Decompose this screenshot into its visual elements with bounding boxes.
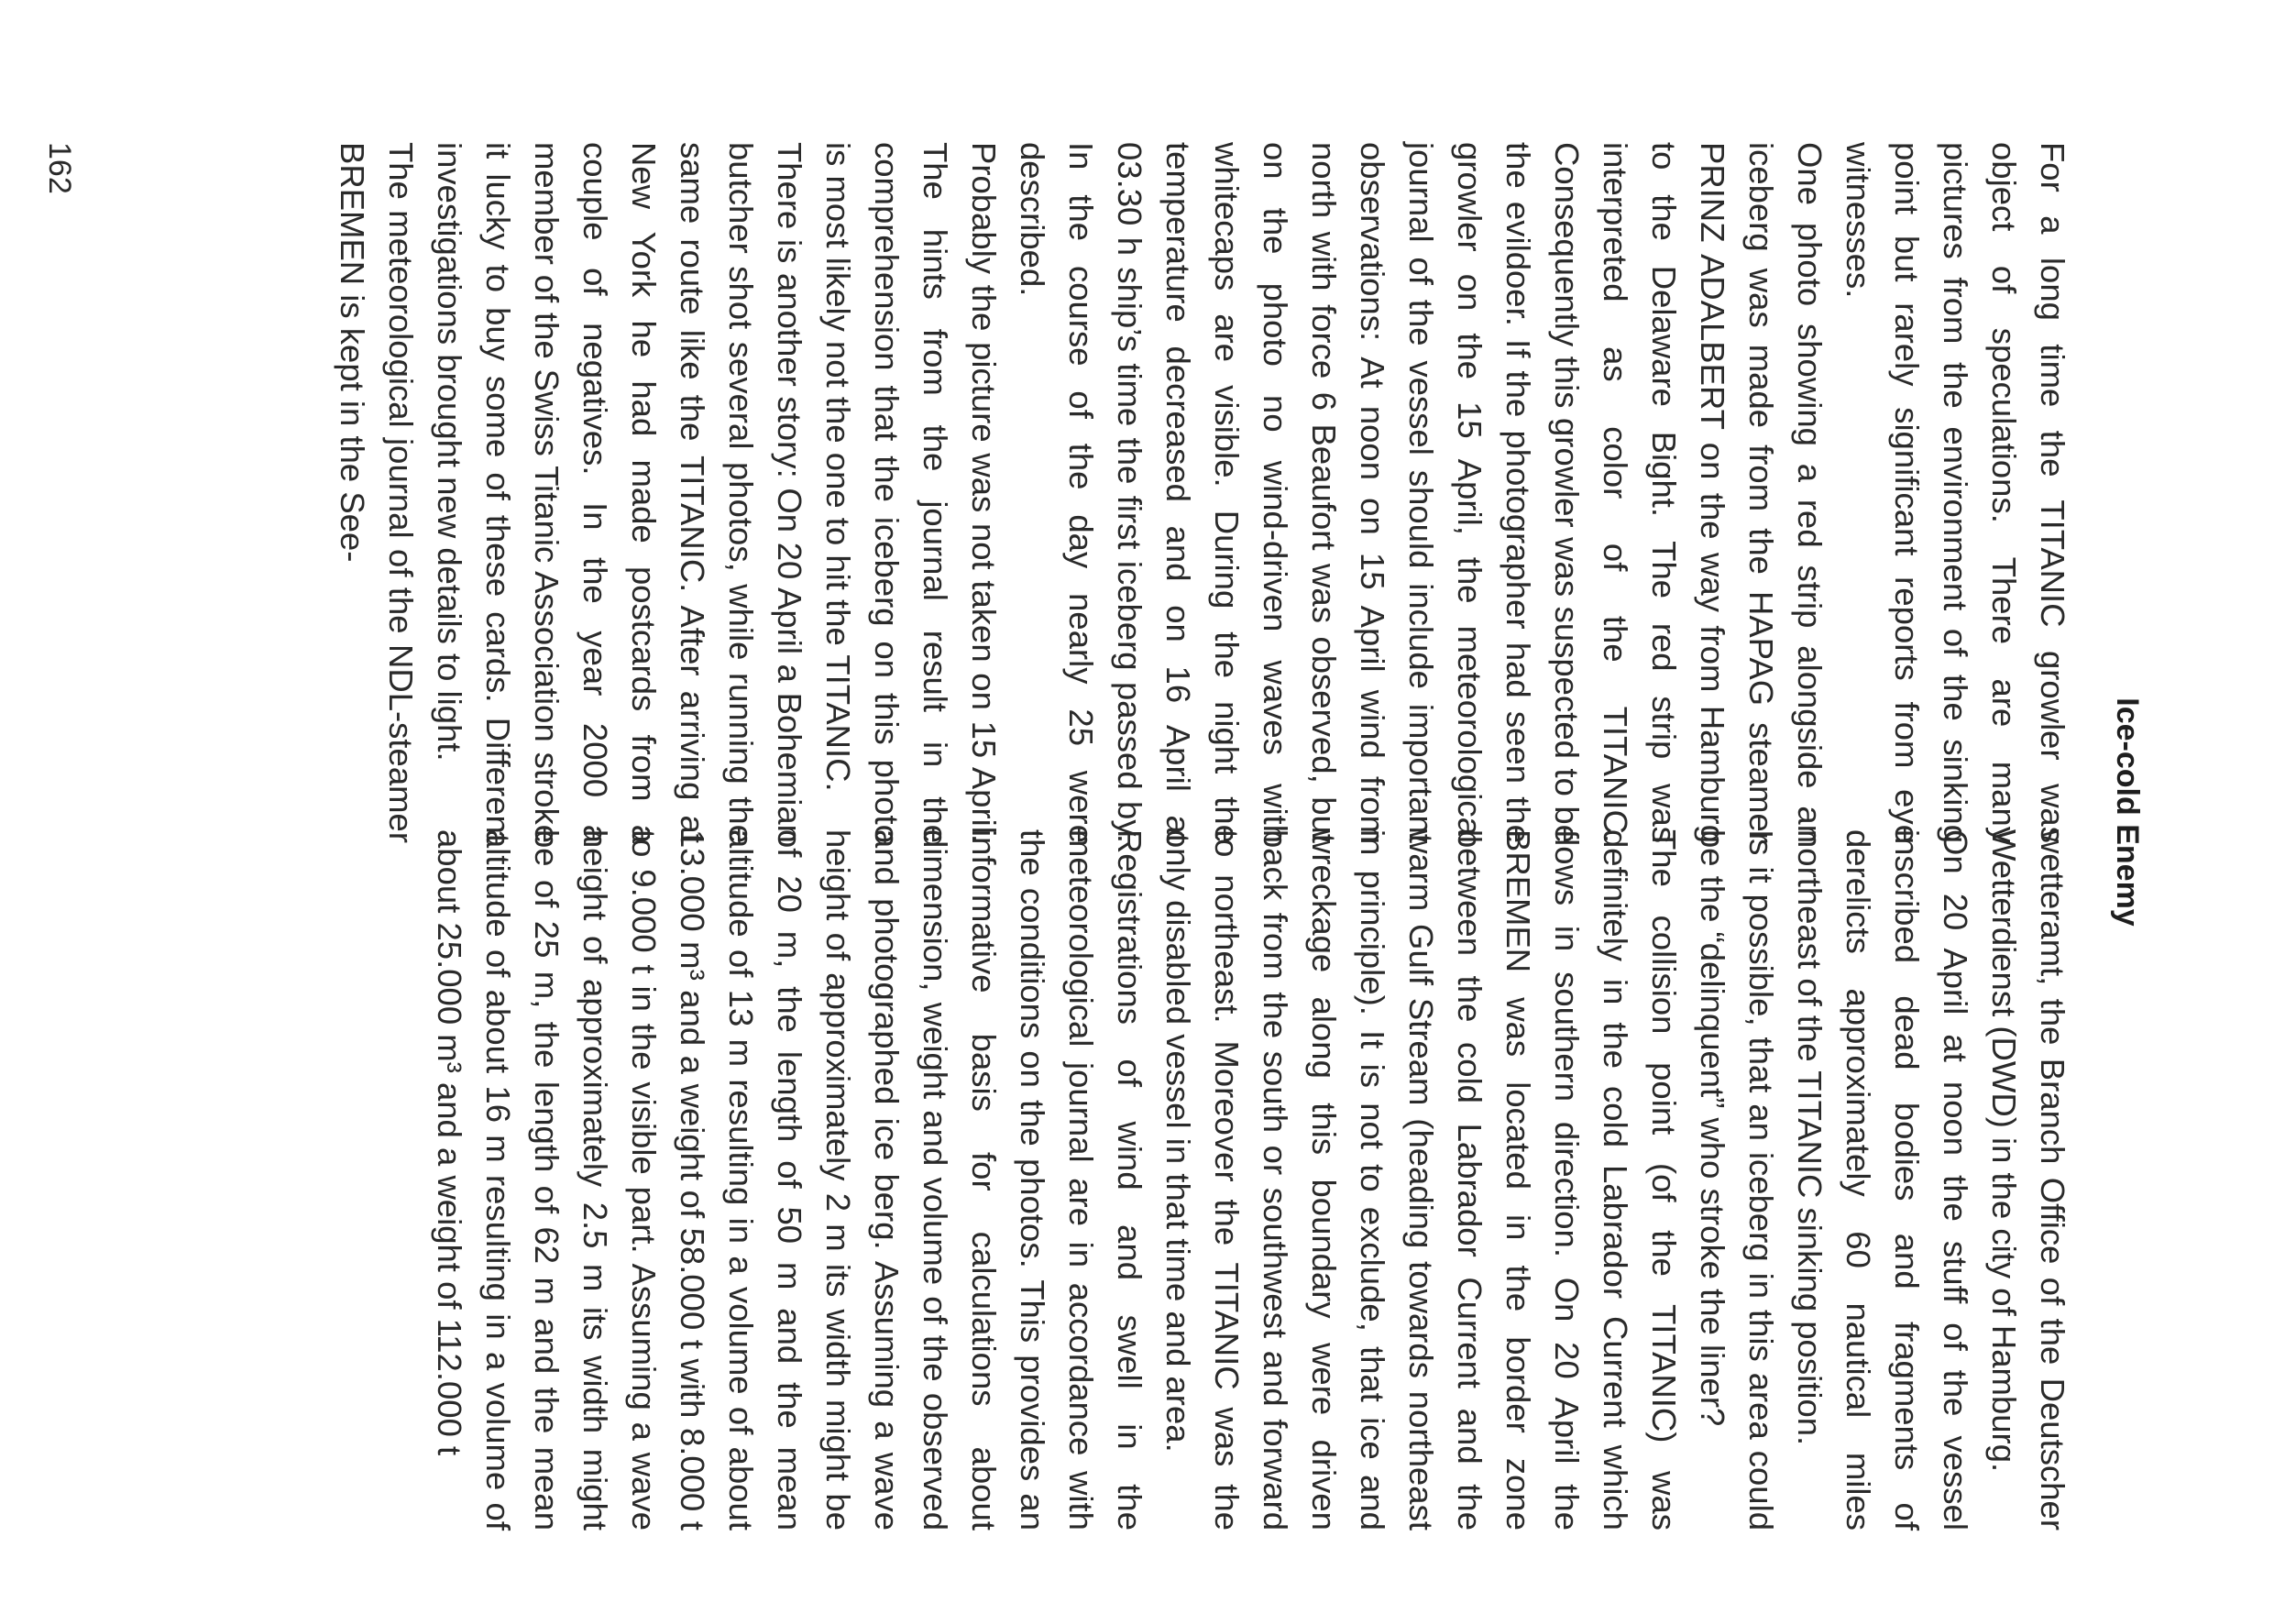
paragraph: Is it possible, that an iceberg in this area could be the “delinquent” who stroke the liner?: [1694, 829, 1780, 1531]
page-number: 162: [42, 142, 77, 194]
paragraph: Registrations of wind and swell in the meteorological journal are in accordance with the conditions on the photos. This provides an informative basis for calculations about dimension, weight and volume of the observed and photographed ice berg. Assuming a wave height of approximately 2 m its width might be of 20 m, the length of 50 m and the mean altitude of 13 m resulting in a volume of about 13.000 m³ and a weight of 58.000 t with 8.000 t to 9.000 t in the visible part. Assuming a wave height of approximately 2.5 m its width might be of 25 m, the length of 62 m and the mean altitude of about 16 m resulting in a volume of about 25.000 m³ and a weight of 112.000 t: [431, 829, 1148, 1531]
paragraph: The collision point (of the TITANIC) was definitely in the cold Labrador Current which flows in southern direction. On 20 April the BREMEN was located in the border zone between the cold Labrador Current and the warm Gulf Stream (heading towards northeast in principle). It is not to exclude, that ice and wreckage along this boundary were driven back from the south or southwest and forward to northeast. Moreover the TITANIC was the only disabled vessel in that time and area.: [1159, 829, 1683, 1531]
right-column: [425, 829, 2077, 1531]
paragraph: On 20 April at noon the stuff of the vessel inscribed dead bodies and fragments of derelicts approximately 60 nautical miles northeast of the TITANIC sinking position.: [1791, 829, 1974, 1531]
paragraph: wetteramt, the Branch Office of the Deutscher Wetterdienst (DWD) in the city of Hamburg.: [1985, 829, 2071, 1531]
paragraph: One photo showing a red strip alongside an iceberg was made from the HAPAG steamer PRINZ ADALBERT on the way from Hamburg to the Delaware Bight. The red strip was interpreted as color of the TITANIC. Consequently this growler was suspected to be the evildoer. If the photographer had seen the growler on the 15 April, the meteorological journal of the vessel should include important observations: At noon on 15 April wind from north with force 6 Beaufort was observed, but on the photo no wind-driven waves with whitecaps are visible. During the night the temperature decreased and on 16 April at 03.30 h ship’s time the first iceberg passed by. In the course of the day nearly 25 were described.: [1014, 142, 1829, 843]
page-title: Ice-cold Enemy: [2110, 697, 2145, 927]
paragraph: The meteorological journal of the NDL-steamer BREMEN is kept in the See-: [334, 142, 420, 843]
paragraph: For a long time the TITANIC growler was object of speculations. There are many pictures from the environment of the sinking point but rarely significant reports from eye witnesses.: [1840, 142, 2071, 843]
paragraph: Probably the picture was not taken on 15 April. The hints from the journal result in the comprehension that the iceberg on this photo is most likely not the one to hit the TITANIC.: [819, 142, 1003, 843]
left-column: [328, 142, 2077, 843]
paragraph: There is another story: On 20 April a Bohemian butcher shot several photos, while running the same route like the TITANIC. After arriving at New York he had made postcards from a couple of negatives. In the year 2000 a member of the Swiss Titanic Association stroke it lucky to buy some of these cards. Different investigations brought new details to light.: [431, 142, 808, 843]
